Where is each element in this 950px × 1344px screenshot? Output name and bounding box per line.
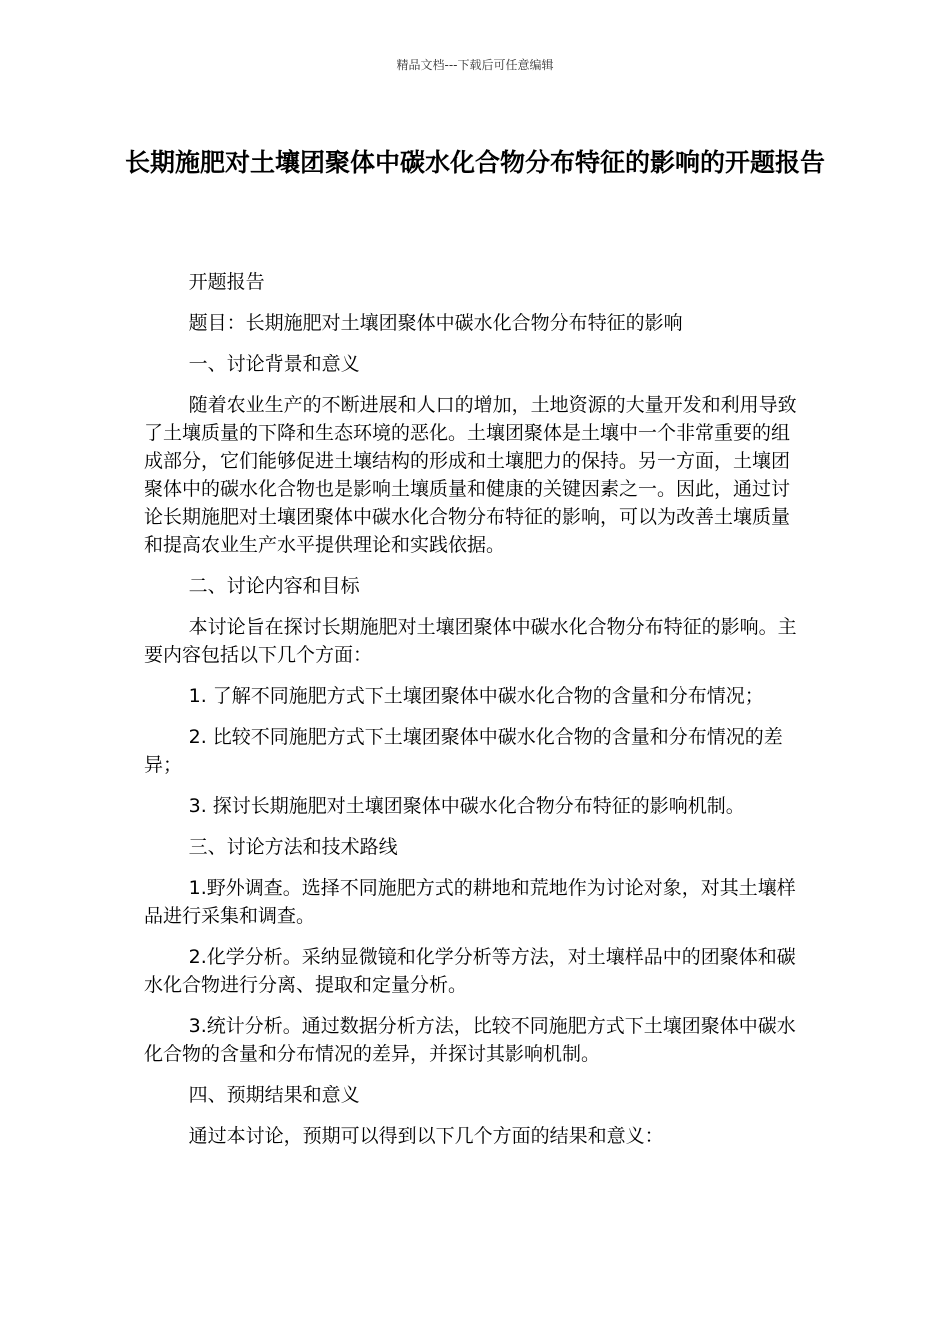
section-heading-content: 二、讨论内容和目标 [188, 575, 360, 597]
document-title: 长期施肥对土壤团聚体中碳水化合物分布特征的影响的开题报告 [124, 148, 825, 177]
document-body [144, 268, 808, 1163]
paragraph-background: 随着农业生产的不断进展和人口的增加，土地资源的大量开发和利用导致了土壤质量的下降和生态环境的恶化。土壤团聚体是土壤中一个非常重要的组成部分，它们能够促进土壤结构的形成和土壤肥力的保持。另一方面，土壤团聚体中的碳水化合物也是影响土壤质量和健康的关键因素之一。因此，通过讨论长期施肥对土壤团聚体中碳水化合物分布特征的影响，可以为改善土壤质量和提高农业生产水平提供理论和实践依据。 [144, 394, 797, 556]
list-item-method-2: 2.化学分析。采纳显微镜和化学分析等方法，对土壤样品中的团聚体和碳水化合物进行分离、提取和定量分析。 [144, 946, 796, 996]
section-heading-expected: 四、预期结果和意义 [188, 1084, 360, 1106]
page-header-watermark: 精品文档---下载后可任意编辑 [396, 58, 554, 72]
list-item-content-3: 3. 探讨长期施肥对土壤团聚体中碳水化合物分布特征的影响机制。 [188, 795, 745, 817]
label-report: 开题报告 [188, 271, 265, 293]
topic-line: 题目：长期施肥对土壤团聚体中碳水化合物分布特征的影响 [188, 312, 683, 334]
list-item-method-3: 3.统计分析。通过数据分析方法，比较不同施肥方式下土壤团聚体中碳水化合物的含量和分布情况的差异，并探讨其影响机制。 [144, 1015, 796, 1065]
list-item-content-2: 2. 比较不同施肥方式下土壤团聚体中碳水化合物的含量和分布情况的差异； [144, 726, 783, 776]
paragraph-content-intro: 本讨论旨在探讨长期施肥对土壤团聚体中碳水化合物分布特征的影响。主要内容包括以下几个方面： [144, 616, 797, 666]
section-heading-methods: 三、讨论方法和技术路线 [188, 836, 398, 858]
section-heading-background: 一、讨论背景和意义 [188, 353, 360, 375]
paragraph-expected-intro: 通过本讨论，预期可以得到以下几个方面的结果和意义： [188, 1125, 664, 1147]
list-item-method-1: 1.野外调查。选择不同施肥方式的耕地和荒地作为讨论对象，对其土壤样品进行采集和调查。 [144, 877, 796, 927]
list-item-content-1: 1. 了解不同施肥方式下土壤团聚体中碳水化合物的含量和分布情况； [188, 685, 764, 707]
